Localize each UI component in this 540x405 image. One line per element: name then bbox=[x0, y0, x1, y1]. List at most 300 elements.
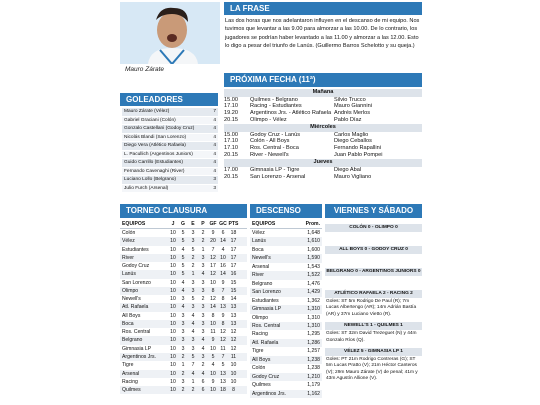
stat-cell: 10 bbox=[220, 254, 226, 261]
scorer-goals: 4 bbox=[213, 143, 216, 148]
column-header: P bbox=[201, 221, 205, 227]
scorer-name: Nicolás Blandi (San Lorenzo) bbox=[124, 134, 187, 140]
stat-cell: 17 bbox=[230, 263, 237, 270]
result-title: NEWELL'S 1 - QUILMES 1 bbox=[325, 322, 422, 330]
stat-cell: 2 bbox=[181, 387, 185, 394]
stat-cell: 10 bbox=[210, 345, 216, 352]
stat-cell: 5 bbox=[181, 263, 185, 270]
scorer-name: Julio Furch (Arsenal) bbox=[124, 185, 169, 191]
stat-cell: 4 bbox=[211, 362, 215, 369]
stat-cell: 11 bbox=[230, 353, 237, 360]
stat-cell: 10 bbox=[170, 345, 176, 352]
stat-cell: 10 bbox=[170, 329, 176, 336]
standings-row bbox=[120, 246, 247, 254]
average-cell: 1,162 bbox=[307, 390, 320, 397]
stat-cell: 15 bbox=[230, 287, 237, 294]
team-name: Vélez bbox=[122, 238, 135, 245]
team-name: Gimnasia LP bbox=[122, 345, 152, 352]
relegation-row bbox=[250, 356, 322, 364]
average-cell: 1,362 bbox=[307, 297, 320, 304]
la-frase-quote: Las dos horas que nos adelantaron influyen en el descanso de mi equipo. Nos tuvimos que levantar a las 9.00 para almorzar a las 10.00. De lo contrario, los jugadores se podrían haber levantado a las 11.00 y almorzar a las 12.00. Esto lo digo a pesar del triunfo de Lanús. (Guillermo Barros Schelotto y su queja.) bbox=[225, 18, 420, 49]
team-name: Ros. Central bbox=[252, 322, 281, 329]
stat-cell: 10 bbox=[170, 378, 176, 385]
team-name: Lanús bbox=[252, 238, 266, 245]
stat-cell: 2 bbox=[191, 387, 195, 394]
result-title: BELGRANO 0 - ARGENTINOS JUNIORS 0 bbox=[326, 269, 421, 274]
stat-cell: 4 bbox=[181, 279, 185, 286]
fixture-row: 17.10 Colón - All Boys Diego Ceballos bbox=[224, 138, 372, 145]
stat-cell: 13 bbox=[230, 312, 237, 319]
standings-row bbox=[120, 378, 247, 386]
day-title: Mañana bbox=[224, 89, 422, 97]
standings-header-row bbox=[120, 220, 247, 229]
stat-cell: 4 bbox=[191, 329, 195, 336]
team-name: San Lorenzo bbox=[122, 279, 151, 286]
stat-cell: 4 bbox=[201, 370, 205, 377]
stat-cell: 12 bbox=[210, 296, 216, 303]
scorer-row bbox=[122, 108, 218, 117]
scorer-goals: 4 bbox=[213, 126, 216, 131]
team-name: Argentinos Jrs. bbox=[252, 390, 286, 397]
player-photo bbox=[120, 2, 220, 64]
standings-row bbox=[120, 270, 247, 278]
scorer-row bbox=[122, 168, 218, 177]
stat-cell: 12 bbox=[220, 329, 226, 336]
column-header: PTS bbox=[228, 221, 239, 227]
stat-cell: 3 bbox=[201, 287, 205, 294]
relegation-row bbox=[250, 330, 322, 338]
scorer-goals: 7 bbox=[213, 109, 216, 114]
team-name: Godoy Cruz bbox=[252, 373, 280, 380]
team-name: Racing bbox=[122, 378, 138, 385]
stat-cell: 3 bbox=[181, 345, 185, 352]
stat-cell: 14 bbox=[230, 296, 237, 303]
stat-cell: 10 bbox=[230, 370, 237, 377]
weekend-results bbox=[325, 220, 422, 383]
stat-cell: 2 bbox=[201, 296, 205, 303]
team-name: River bbox=[122, 254, 134, 261]
la-frase-header: LA FRASE bbox=[224, 2, 422, 15]
average-cell: 1,295 bbox=[307, 331, 320, 338]
scorer-goals: 4 bbox=[213, 151, 216, 157]
relegation-row bbox=[250, 297, 322, 305]
stat-cell: 5 bbox=[181, 254, 185, 261]
column-header: GC bbox=[219, 221, 227, 227]
stat-cell: 17 bbox=[230, 238, 237, 245]
relegation-row bbox=[250, 373, 322, 381]
relegation-row bbox=[250, 322, 322, 330]
stat-cell: 3 bbox=[201, 279, 205, 286]
average-cell: 1,310 bbox=[307, 306, 320, 313]
average-cell: 1,210 bbox=[307, 373, 320, 380]
stat-cell: 10 bbox=[170, 337, 176, 344]
stat-cell: 5 bbox=[211, 353, 215, 360]
stat-cell: 13 bbox=[220, 378, 226, 385]
team-name: Tigre bbox=[122, 362, 134, 369]
stat-cell: 7 bbox=[191, 362, 195, 369]
stat-cell: 4 bbox=[201, 337, 205, 344]
standings-row bbox=[120, 279, 247, 287]
stat-cell: 10 bbox=[210, 320, 216, 327]
stat-cell: 4 bbox=[181, 246, 185, 253]
stat-cell: 10 bbox=[170, 271, 176, 278]
stat-cell: 2 bbox=[181, 353, 185, 360]
relegation-row bbox=[250, 381, 322, 389]
standings-row bbox=[120, 287, 247, 295]
relegation-row bbox=[250, 237, 322, 245]
stat-cell: 10 bbox=[170, 279, 176, 286]
stat-cell: 2 bbox=[201, 238, 205, 245]
stat-cell: 8 bbox=[232, 387, 235, 394]
team-name: Arsenal bbox=[252, 263, 270, 270]
average-cell: 1,286 bbox=[307, 339, 320, 346]
team-name: All Boys bbox=[252, 356, 271, 363]
day-title: Miércoles bbox=[224, 124, 422, 132]
stat-cell: 12 bbox=[230, 345, 237, 352]
stat-cell: 3 bbox=[191, 287, 195, 294]
relegation-row bbox=[250, 288, 322, 296]
relegation-row bbox=[250, 263, 322, 271]
average-cell: 1,648 bbox=[307, 230, 320, 236]
standings-row bbox=[120, 303, 247, 311]
day-title: Jueves bbox=[224, 159, 422, 167]
stat-cell: 3 bbox=[191, 279, 195, 286]
stat-cell: 17 bbox=[230, 246, 237, 253]
relegation-table bbox=[250, 220, 322, 398]
standings-table bbox=[120, 220, 247, 394]
stat-cell: 8 bbox=[211, 312, 215, 319]
relegation-row bbox=[250, 347, 322, 355]
descenso-header: DESCENSO bbox=[250, 204, 322, 218]
stat-cell: 12 bbox=[210, 271, 216, 278]
stat-cell: 3 bbox=[181, 378, 185, 385]
team-name: All Boys bbox=[122, 312, 141, 319]
team-name: Racing bbox=[252, 331, 268, 338]
standings-row bbox=[120, 336, 247, 344]
team-name: Vélez bbox=[252, 230, 265, 236]
relegation-row bbox=[250, 314, 322, 322]
proxima-fecha-header: PRÓXIMA FECHA (11ª) bbox=[224, 73, 422, 87]
average-cell: 1,476 bbox=[307, 280, 320, 287]
standings-row bbox=[120, 328, 247, 336]
average-cell: 1,238 bbox=[307, 356, 320, 363]
stat-cell: 3 bbox=[191, 238, 195, 245]
player-photo-illustration bbox=[120, 2, 220, 64]
stat-cell: 3 bbox=[181, 296, 185, 303]
stat-cell: 3 bbox=[201, 312, 205, 319]
stat-cell: 3 bbox=[191, 230, 195, 236]
torneo-clausura-header: TORNEO CLAUSURA bbox=[120, 204, 247, 218]
stat-cell: 5 bbox=[221, 362, 225, 369]
result-title: ATLÉTICO RAFAELA 2 - RACING 2 bbox=[325, 290, 422, 298]
scorer-goals: 4 bbox=[213, 134, 216, 140]
stat-cell: 2 bbox=[191, 254, 195, 261]
scorer-goals: 4 bbox=[213, 160, 216, 165]
scorer-row bbox=[122, 117, 218, 126]
stat-cell: 18 bbox=[220, 387, 226, 394]
column-header: EQUIPOS bbox=[122, 221, 146, 227]
team-name: Newell's bbox=[252, 255, 271, 262]
team-name: Arsenal bbox=[122, 370, 140, 377]
stat-cell: 5 bbox=[191, 246, 195, 253]
team-name: San Lorenzo bbox=[252, 289, 281, 296]
stat-cell: 10 bbox=[170, 287, 176, 294]
column-header: E bbox=[191, 221, 195, 227]
stat-cell: 3 bbox=[201, 320, 205, 327]
stat-cell: 4 bbox=[201, 271, 205, 278]
stat-cell: 2 bbox=[181, 370, 185, 377]
stat-cell: 1 bbox=[191, 271, 195, 278]
result-title: VÉLEZ 5 - GIMNASIA LP 1 bbox=[325, 348, 422, 356]
standings-body bbox=[120, 229, 247, 394]
stat-cell: 17 bbox=[210, 263, 216, 270]
stat-cell: 4 bbox=[191, 320, 195, 327]
stat-cell: 10 bbox=[210, 279, 216, 286]
stat-cell: 3 bbox=[181, 329, 185, 336]
team-name: Quilmes bbox=[252, 382, 271, 389]
team-name: Tigre bbox=[252, 348, 264, 355]
scorer-goals: 3 bbox=[213, 185, 216, 191]
viernes-sabado-header: VIERNES Y SÁBADO bbox=[325, 204, 422, 218]
stat-cell: 3 bbox=[191, 304, 195, 311]
relegation-row bbox=[250, 280, 322, 288]
standings-row bbox=[120, 353, 247, 361]
result-detail: Goles: ST 32m David Trezeguet (N) y 44m Gonzalo Ríos (Q). bbox=[326, 331, 417, 343]
stat-cell: 7 bbox=[221, 353, 225, 360]
fixture-row: 19.20 Argentinos Jrs. - Atlético Rafaela Andrés Merlos bbox=[224, 110, 371, 117]
stat-cell: 10 bbox=[210, 370, 216, 377]
average-cell: 1,310 bbox=[307, 314, 320, 321]
scorer-name: L. Pacullich (Argentinos Juniors) bbox=[124, 151, 193, 157]
average-cell: 1,238 bbox=[307, 365, 320, 372]
stat-cell: 9 bbox=[221, 312, 225, 319]
scorer-name: Guido Carrillo (Estudiantes) bbox=[124, 160, 183, 165]
team-name: Argentinos Jrs. bbox=[122, 353, 156, 360]
scorer-row bbox=[122, 142, 218, 151]
stat-cell: 11 bbox=[220, 345, 226, 352]
scorer-row bbox=[122, 176, 218, 185]
stat-cell: 7 bbox=[211, 246, 215, 253]
scorer-row bbox=[122, 134, 218, 143]
photo-caption: Mauro Zárate bbox=[125, 66, 165, 73]
stat-cell: 3 bbox=[201, 304, 205, 311]
team-name: Atl. Rafaela bbox=[252, 339, 279, 346]
stat-cell: 4 bbox=[191, 312, 195, 319]
standings-row bbox=[120, 361, 247, 369]
stat-cell: 7 bbox=[221, 287, 225, 294]
fixture-row: 20.15 San Lorenzo - Arsenal Mauro Vigliano bbox=[224, 173, 372, 180]
scorer-row bbox=[122, 159, 218, 168]
team-name: Colón bbox=[252, 365, 266, 372]
relegation-row bbox=[250, 246, 322, 254]
stat-cell: 10 bbox=[170, 320, 176, 327]
scorer-row bbox=[122, 125, 218, 134]
standings-row bbox=[120, 370, 247, 378]
stat-cell: 3 bbox=[181, 320, 185, 327]
fixture-row: 20.15 Olimpo - Vélez Pablo Díaz bbox=[224, 117, 362, 124]
relegation-row bbox=[250, 271, 322, 279]
relegation-row bbox=[250, 305, 322, 313]
stat-cell: 5 bbox=[181, 271, 185, 278]
team-name: Ros. Central bbox=[122, 329, 151, 336]
standings-row bbox=[120, 295, 247, 303]
result-spacer bbox=[325, 254, 422, 264]
stat-cell: 10 bbox=[230, 378, 237, 385]
stat-cell: 20 bbox=[210, 238, 216, 245]
stat-cell: 17 bbox=[230, 254, 237, 261]
stat-cell: 13 bbox=[230, 304, 237, 311]
standings-row bbox=[120, 262, 247, 270]
stat-cell: 14 bbox=[220, 271, 226, 278]
fixture-row: 17.00 Gimnasia LP - Tigre Diego Abal bbox=[224, 166, 362, 173]
stat-cell: 4 bbox=[221, 246, 225, 253]
relegation-row bbox=[250, 254, 322, 262]
stat-cell: 5 bbox=[191, 353, 195, 360]
stat-cell: 4 bbox=[201, 345, 205, 352]
stat-cell: 12 bbox=[220, 337, 226, 344]
stat-cell: 1 bbox=[201, 246, 205, 253]
result-detail: Goles: PT 21m Rodrigo Contreras (G); ST 5m Lucas Pratto (V); 21m Héctor Canteros (V); 29m Mauro Zárate (V) de penal; 41m y 43m Agustín Allione (V). bbox=[326, 357, 418, 382]
stat-cell: 10 bbox=[170, 312, 176, 319]
stat-cell: 10 bbox=[170, 370, 176, 377]
stat-cell: 9 bbox=[211, 230, 215, 236]
stat-cell: 16 bbox=[220, 263, 226, 270]
stat-cell: 6 bbox=[201, 387, 205, 394]
stat-cell: 3 bbox=[181, 312, 185, 319]
stat-cell: 11 bbox=[210, 329, 216, 336]
stat-cell: 3 bbox=[181, 337, 185, 344]
stat-cell: 4 bbox=[191, 370, 195, 377]
scorer-name: Gonzalo Castellani (Godoy Cruz) bbox=[124, 126, 195, 131]
stat-cell: 18 bbox=[230, 230, 237, 236]
team-name: Belgrano bbox=[252, 280, 273, 287]
stat-cell: 12 bbox=[230, 337, 237, 344]
stat-cell: 5 bbox=[191, 296, 195, 303]
stat-cell: 9 bbox=[211, 337, 215, 344]
fixture-row: 15.00 Quilmes - Belgrano Silvio Trucco bbox=[224, 96, 366, 103]
average-cell: 1,257 bbox=[307, 348, 320, 355]
average-cell: 1,522 bbox=[307, 272, 320, 279]
stat-cell: 6 bbox=[221, 230, 225, 236]
stat-cell: 15 bbox=[230, 279, 237, 286]
proxima-fecha-schedule bbox=[224, 89, 422, 180]
stat-cell: 12 bbox=[210, 254, 216, 261]
stat-cell: 3 bbox=[191, 345, 195, 352]
team-name: Newell's bbox=[122, 296, 141, 303]
average-cell: 1,600 bbox=[307, 246, 320, 253]
standings-row bbox=[120, 229, 247, 237]
stat-cell: 8 bbox=[221, 296, 225, 303]
standings-row bbox=[120, 254, 247, 262]
fixture-row: 17.10 Racing - Estudiantes Mauro Giannini bbox=[224, 103, 372, 110]
relegation-row bbox=[250, 229, 322, 237]
result-spacer bbox=[325, 232, 422, 242]
team-name: Boca bbox=[252, 246, 264, 253]
team-name: Olimpo bbox=[122, 287, 139, 294]
stat-cell: 10 bbox=[170, 238, 176, 245]
column-header: Prom. bbox=[305, 221, 320, 227]
goleadores-table bbox=[122, 108, 218, 193]
average-cell: 1,310 bbox=[307, 322, 320, 329]
stat-cell: 10 bbox=[170, 254, 176, 261]
scorer-name: Luciano Lollo (Belgrano) bbox=[124, 177, 176, 182]
stat-cell: 2 bbox=[191, 263, 195, 270]
scorer-name: Mauro Zárate (Vélez) bbox=[124, 109, 170, 114]
stat-cell: 6 bbox=[201, 378, 205, 385]
stat-cell: 13 bbox=[220, 370, 226, 377]
stat-cell: 3 bbox=[191, 337, 195, 344]
average-cell: 1,429 bbox=[307, 289, 320, 296]
result-detail: Goles: ST 5m Rodrigo De Paul (R); 7m Lucas Albertengo (AR); 14m Adrián Bastía (AR) y 37m Luciano Vietto (R). bbox=[326, 299, 417, 317]
standings-row bbox=[120, 312, 247, 320]
average-cell: 1,590 bbox=[307, 255, 320, 262]
stat-cell: 14 bbox=[220, 238, 226, 245]
team-name: Quilmes bbox=[122, 387, 141, 394]
stat-cell: 10 bbox=[170, 263, 176, 270]
stat-cell: 3 bbox=[201, 329, 205, 336]
column-header: GF bbox=[209, 221, 217, 227]
team-name: Estudiantes bbox=[252, 297, 279, 304]
scorer-name: Fernando Cavenaghi (River) bbox=[124, 168, 185, 174]
team-name: Atl. Rafaela bbox=[122, 304, 149, 311]
stat-cell: 14 bbox=[210, 304, 216, 311]
stat-cell: 10 bbox=[170, 353, 176, 360]
stat-cell: 3 bbox=[201, 254, 205, 261]
stat-cell: 10 bbox=[210, 387, 216, 394]
scorer-goals: 4 bbox=[213, 168, 216, 174]
stat-cell: 4 bbox=[181, 287, 185, 294]
stat-cell: 9 bbox=[211, 378, 215, 385]
stat-cell: 10 bbox=[170, 230, 176, 236]
team-name: Lanús bbox=[122, 271, 136, 278]
stat-cell: 13 bbox=[230, 320, 237, 327]
stat-cell: 3 bbox=[201, 353, 205, 360]
stat-cell: 5 bbox=[181, 238, 185, 245]
stat-cell: 10 bbox=[230, 362, 237, 369]
team-name: Colón bbox=[122, 230, 136, 236]
scorer-row bbox=[122, 151, 218, 160]
scorer-name: Diego Vera (Atlético Rafaela) bbox=[124, 143, 186, 148]
standings-row bbox=[120, 386, 247, 394]
result-spacer bbox=[325, 276, 422, 286]
team-name: Estudiantes bbox=[122, 246, 149, 253]
stat-cell: 12 bbox=[230, 329, 237, 336]
stat-cell: 8 bbox=[211, 287, 215, 294]
stat-cell: 3 bbox=[201, 263, 205, 270]
stat-cell: 2 bbox=[201, 230, 205, 236]
scorer-goals: 4 bbox=[213, 117, 216, 123]
team-name: Olimpo bbox=[252, 314, 269, 321]
scorer-row bbox=[122, 185, 218, 194]
scorer-goals: 3 bbox=[213, 177, 216, 182]
standings-row bbox=[120, 237, 247, 245]
stat-cell: 8 bbox=[221, 320, 225, 327]
standings-row bbox=[120, 345, 247, 353]
column-header: G bbox=[181, 221, 185, 227]
fixture-row: 17.10 Ros. Central - Boca Fernando Rapallini bbox=[224, 145, 381, 152]
relegation-row bbox=[250, 339, 322, 347]
stat-cell: 4 bbox=[181, 304, 185, 311]
relegation-row bbox=[250, 390, 322, 398]
column-header: J bbox=[171, 221, 175, 227]
relegation-header-row bbox=[250, 220, 322, 229]
fixture-row: 15.00 Godoy Cruz - Lanús Carlos Maglio bbox=[224, 131, 369, 138]
stat-cell: 5 bbox=[181, 230, 185, 236]
stat-cell: 13 bbox=[220, 304, 226, 311]
stat-cell: 2 bbox=[201, 362, 205, 369]
average-cell: 1,610 bbox=[307, 238, 320, 245]
result-title: ALL BOYS 0 - GODOY CRUZ 0 bbox=[325, 246, 422, 254]
